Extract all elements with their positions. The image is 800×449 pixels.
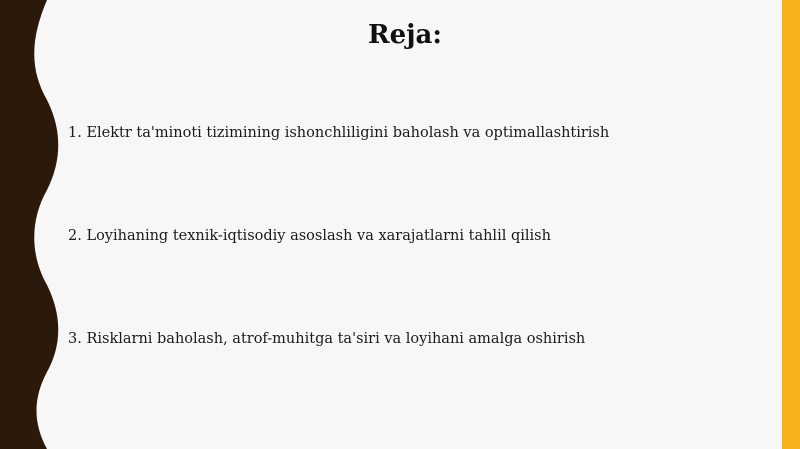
plan-item-3: 3. Risklarni baholash, atrof-muhitga ta'siri va loyihani amalga oshirish [68, 331, 586, 347]
accent-strip [782, 0, 800, 449]
plan-item-1: 1. Elektr ta'minoti tizimining ishonchliligini baholash va optimallashtirish [68, 125, 610, 141]
slide-title: Reja: [367, 20, 442, 50]
wavy-left-border [0, 0, 70, 449]
plan-item-2: 2. Loyihaning texnik-iqtisodiy asoslash va xarajatlarni tahlil qilish [68, 228, 551, 244]
